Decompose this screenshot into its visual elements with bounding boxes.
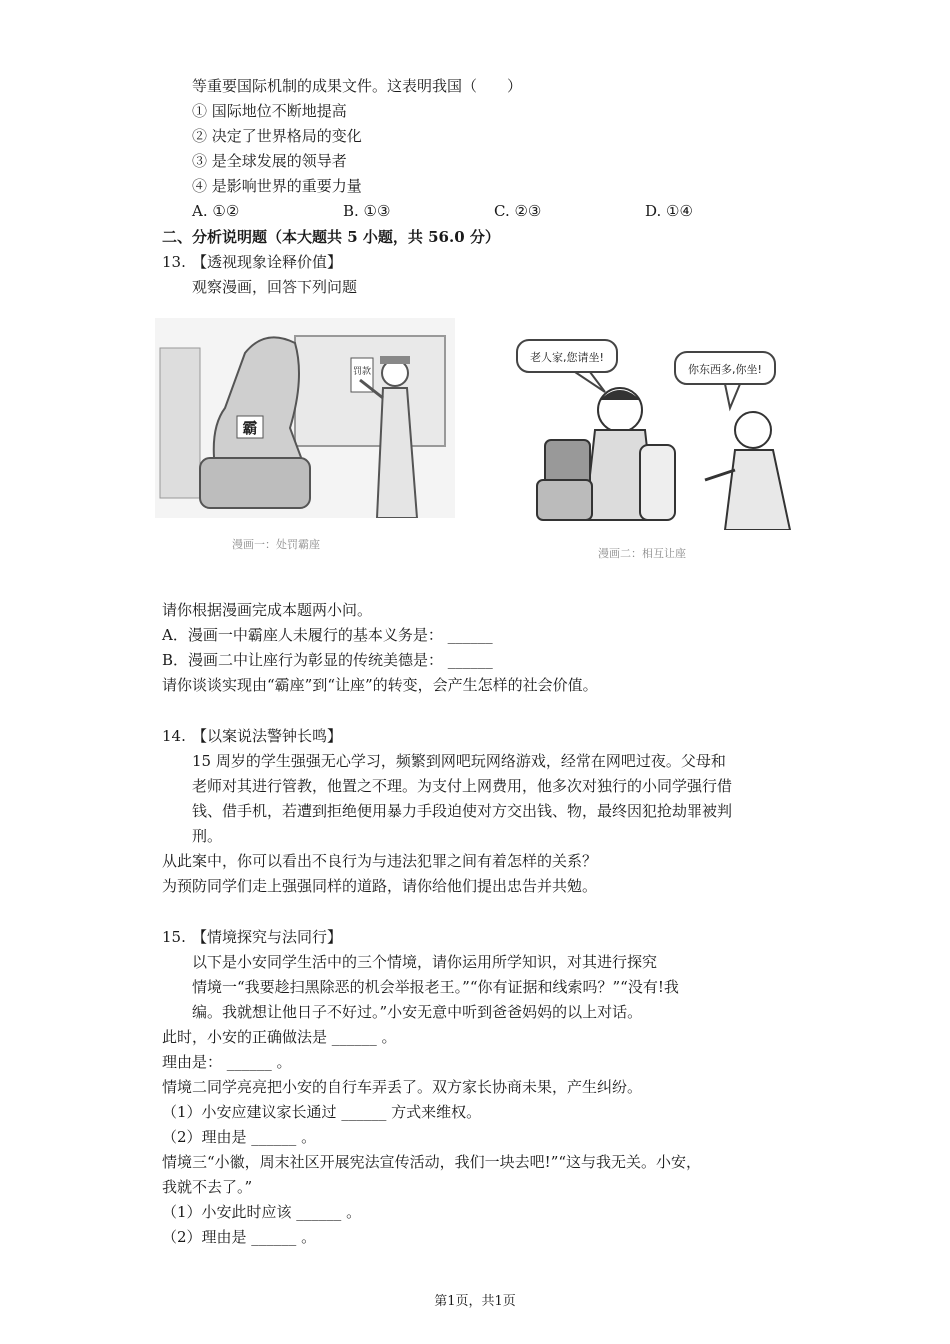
q15-number: 15. — [162, 928, 186, 946]
q14-case-1: 15 周岁的学生强强无心学习，频繁到网吧玩网络游戏，经常在网吧过夜。父母和 — [192, 752, 726, 770]
q12-option-b: B. ①③ — [343, 202, 391, 220]
q12-item-3: ③ 是全球发展的领导者 — [192, 152, 347, 170]
q14-case-3: 钱、借手机，若遭到拒绝便用暴力手段迫使对方交出钱、物，最终因犯抢劫罪被判 — [192, 802, 733, 820]
cartoon-1-sign: 罚款 — [352, 367, 372, 377]
q14-title: 【以案说法警钟长鸣】 — [192, 727, 343, 745]
q12-stem-tail: 等重要国际机制的成果文件。这表明我国（ ） — [192, 77, 523, 95]
q15-line-5: （2）理由是 ______ 。 — [162, 1128, 317, 1146]
q13-prompt: 观察漫画，回答下列问题 — [192, 278, 358, 296]
page-footer: 第1页，共1页 — [434, 1294, 516, 1309]
q13-number: 13. — [162, 253, 186, 271]
cartoon-1-image — [155, 318, 455, 518]
q12-option-c: C. ②③ — [494, 202, 542, 220]
q12-option-a: A. ①② — [192, 202, 240, 220]
q15-line-7: 我就不去了。” — [162, 1178, 253, 1196]
q12-option-d: D. ①④ — [645, 202, 693, 220]
q15-line-6: 情境三“小徽，周末社区开展宪法宣传活动，我们一块去吧!”“这与我无关。小安， — [162, 1153, 702, 1171]
cartoon-1-caption: 漫画一：处罚霸座 — [232, 538, 320, 551]
q15-title: 【情境探究与法同行】 — [192, 928, 343, 946]
cartoon-2-caption: 漫画二：相互让座 — [598, 547, 686, 560]
q13-line-3: B．漫画二中让座行为彰显的传统美德是： ______ — [162, 651, 493, 669]
cartoon-2-image — [515, 330, 795, 530]
q14-case-2: 老师对其进行管教，他置之不理。为支付上网费用，他多次对独行的小同学强行借 — [192, 777, 733, 795]
q15-scene1-2: 编。我就想让他日子不好过。”小安无意中听到爸爸妈妈的以上对话。 — [192, 1003, 643, 1021]
q15-intro: 以下是小安同学生活中的三个情境，请你运用所学知识，对其进行探究 — [192, 953, 658, 971]
q15-line-2: 理由是： ______ 。 — [162, 1053, 292, 1071]
section-title: 二、分析说明题（本大题共 5 小题，共 56.0 分） — [162, 228, 500, 246]
q15-line-3: 情境二同学亮亮把小安的自行车弄丢了。双方家长协商未果，产生纠纷。 — [162, 1078, 643, 1096]
q15-line-4: （1）小安应建议家长通过 ______ 方式来维权。 — [162, 1103, 482, 1121]
cartoon-1-badge: 霸 — [242, 419, 258, 437]
q15-line-9: （2）理由是 ______ 。 — [162, 1228, 317, 1246]
cartoon-2-bubble-right: 你东西多,你坐! — [688, 363, 762, 376]
q14-question-1: 从此案中，你可以看出不良行为与违法犯罪之间有着怎样的关系？ — [162, 852, 598, 870]
q15-line-8: （1）小安此时应该 ______ 。 — [162, 1203, 362, 1221]
q13-line-4: 请你谈谈实现由“霸座”到“让座”的转变，会产生怎样的社会价值。 — [162, 676, 598, 694]
q12-item-1: ① 国际地位不断地提高 — [192, 102, 347, 120]
q14-question-2: 为预防同学们走上强强同样的道路，请你给他们提出忠告并共勉。 — [162, 877, 598, 895]
q14-case-4: 刑。 — [192, 827, 223, 845]
q15-line-1: 此时，小安的正确做法是 ______ 。 — [162, 1028, 397, 1046]
q13-line-1: 请你根据漫画完成本题两小问。 — [162, 601, 373, 619]
q12-item-4: ④ 是影响世界的重要力量 — [192, 177, 362, 195]
q14-number: 14. — [162, 727, 186, 745]
q15-scene1-1: 情境一“我要趁扫黑除恶的机会举报老王。”“你有证据和线索吗？”“没有!我 — [192, 978, 679, 996]
q12-item-2: ② 决定了世界格局的变化 — [192, 127, 362, 145]
cartoon-2-bubble-left: 老人家,您请坐! — [530, 351, 604, 364]
q13-title: 【透视现象诠释价值】 — [192, 253, 343, 271]
q13-line-2: A．漫画一中霸座人未履行的基本义务是： ______ — [162, 626, 493, 644]
